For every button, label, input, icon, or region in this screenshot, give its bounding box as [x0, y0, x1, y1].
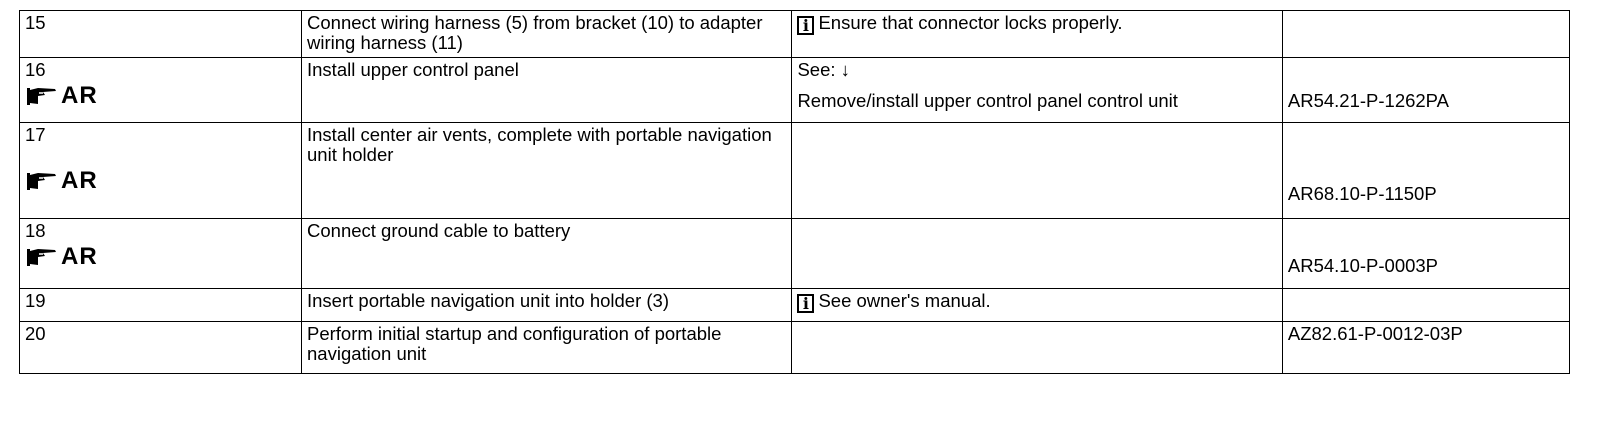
step-number: 17	[25, 124, 46, 145]
step-action: Insert portable navigation unit into holder (3)	[302, 289, 792, 322]
step-note	[792, 58, 1282, 123]
step-reference[interactable]	[1282, 11, 1569, 58]
step-note	[792, 123, 1282, 219]
step-reference[interactable]: AR68.10-P-1150P	[1287, 183, 1437, 204]
step-reference[interactable]	[1282, 289, 1569, 322]
ar-link[interactable]	[25, 169, 98, 193]
see-subject[interactable]: Remove/install upper control panel control unit	[797, 90, 1178, 111]
table-row	[20, 58, 1570, 123]
table-row	[20, 219, 1570, 289]
step-note	[792, 219, 1282, 289]
info-icon: i	[797, 294, 814, 313]
step-note	[792, 289, 1282, 322]
pointing-hand-icon	[25, 84, 59, 108]
step-action: Install upper control panel	[302, 58, 792, 123]
step-number-cell	[20, 58, 302, 123]
table-row	[20, 123, 1570, 219]
step-reference[interactable]: AZ82.61-P-0012-03P	[1282, 322, 1569, 374]
step-number: 15	[20, 11, 302, 58]
step-action: Connect ground cable to battery	[302, 219, 792, 289]
step-number: 19	[20, 289, 302, 322]
ar-link[interactable]	[25, 245, 98, 269]
table-row	[20, 322, 1570, 374]
info-icon: i	[797, 16, 814, 35]
ar-label: AR	[61, 243, 98, 270]
step-number: 16	[25, 59, 46, 80]
step-note	[792, 11, 1282, 58]
step-reference-cell	[1282, 58, 1569, 123]
step-reference[interactable]: AR54.21-P-1262PA	[1287, 90, 1449, 111]
step-number: 18	[25, 220, 46, 241]
step-action: Install center air vents, complete with portable navigation unit holder	[302, 123, 792, 219]
step-number-cell	[20, 219, 302, 289]
step-reference-cell	[1282, 219, 1569, 289]
ar-label: AR	[61, 167, 98, 194]
note-text: Ensure that connector locks properly.	[818, 12, 1123, 33]
step-note	[792, 322, 1282, 374]
ar-link[interactable]	[25, 84, 98, 108]
step-number: 20	[20, 322, 302, 374]
step-action: Connect wiring harness (5) from bracket (10) to adapter wiring harness (11)	[302, 11, 792, 58]
step-reference[interactable]: AR54.10-P-0003P	[1287, 255, 1439, 276]
note-text: See owner's manual.	[818, 290, 991, 311]
step-number-cell	[20, 123, 302, 219]
ar-label: AR	[61, 82, 98, 109]
pointing-hand-icon	[25, 169, 59, 193]
pointing-hand-icon	[25, 245, 59, 269]
step-action: Perform initial startup and configuration of portable navigation unit	[302, 322, 792, 374]
see-label: See: ↓	[797, 59, 850, 80]
procedure-table	[19, 10, 1570, 374]
step-reference-cell	[1282, 123, 1569, 219]
table-row	[20, 11, 1570, 58]
table-row	[20, 289, 1570, 322]
